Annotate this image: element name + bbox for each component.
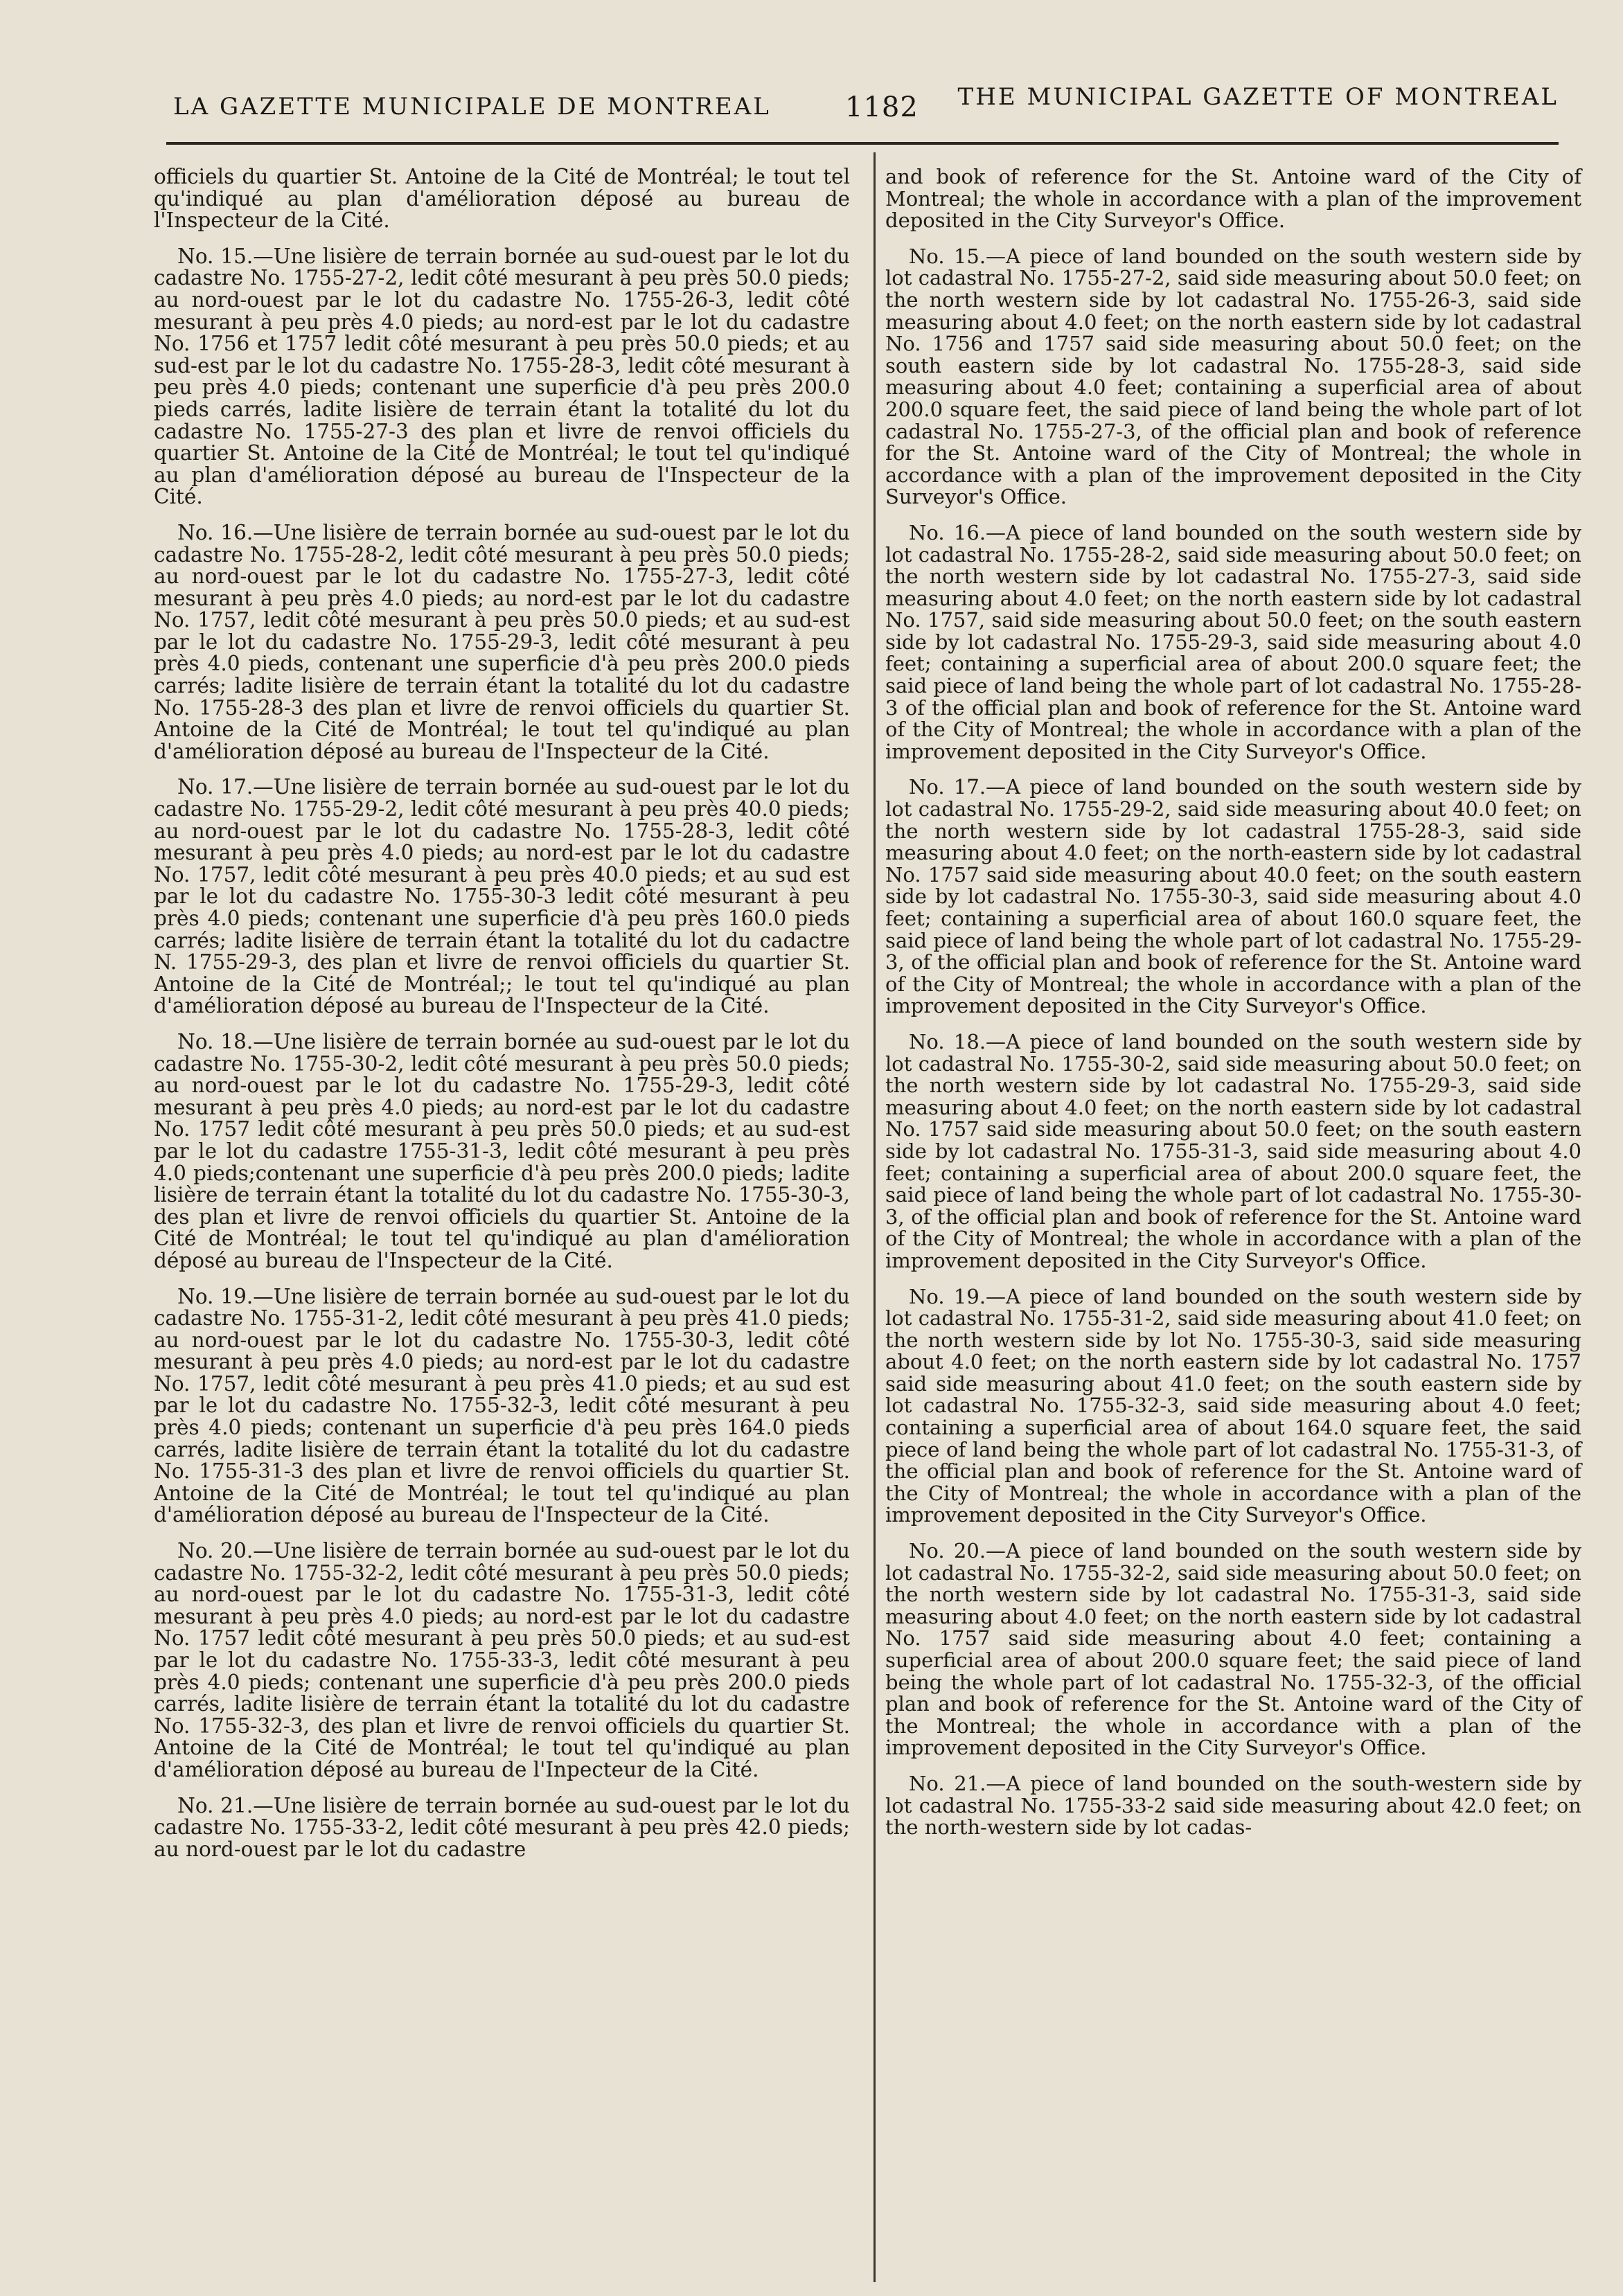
page-header xyxy=(159,83,1559,132)
paragraph-fr-continued: officiels du quartier St. Antoine de la Cité de Montréal; le tout tel qu'indiqué au plan d'amélioration déposé au bureau de l'Inspecteur de la Cité. xyxy=(154,165,850,233)
paragraph-fr-no-18: No. 18.—Une lisière de terrain bornée au sud-ouest par le lot du cadastre No. 1755-30-2, ledit côté mesurant à peu près 50.0 pieds; au nord-ouest par le lot du cadastre No. 1755-29-3, ledit côté mesurant à peu près 4.0 pieds; au nord-est par le lot du cadastre No. 1757 ledit côté mesurant à peu près 50.0 pieds; et au sud-est par le lot du cadastre 1755-31-3, ledit côté mesurant à peu près 4.0 pieds;contenant une superficie d'à peu près 200.0 pieds; ladite lisière de terrain étant la totalité du lot du cadastre No. 1755-30-3, des plan et livre de renvoi officiels du quartier St. Antoine de la Cité de Montréal; le tout tel qu'indiqué au plan d'amélioration déposé au bureau de l'Inspecteur de la Cité. xyxy=(154,1029,850,1272)
header-french-title: LA GAZETTE MUNICIPALE DE MONTREAL xyxy=(173,93,771,121)
paragraph-en-no-16: No. 16.—A piece of land bounded on the south western side by lot cadastral No. 1755-28-2, said side measuring about 50.0 feet; on the north western side by lot cadastral No. 1755-27-3, said side measuring about 4.0 feet; on the north eastern side by lot cadastral No. 1757, said side measuring about 50.0 feet; on the south eastern side by lot cadastral No. 1755-29-3, said side measuring about 4.0 feet; containing a superficial area of about 200.0 square feet; the said piece of land being the whole part of lot cadastral No. 1755-28-3 of the official plan and book of reference for the St. Antoine ward of the City of Montreal; the whole in accordance with a plan of the improvement deposited in the City Surveyor's Office. xyxy=(885,520,1581,763)
paragraph-en-no-19: No. 19.—A piece of land bounded on the south western side by lot cadastral No. 1755-31-2, said side measuring about 41.0 feet; on the north western side by lot No. 1755-30-3, said side measuring about 4.0 feet; on the north eastern side by lot cadastral No. 1757 said side measuring about 41.0 feet; on the south eastern side by lot cadastral No. 1755-32-3, said side measuring about 4.0 feet; containing a superficial area of about 164.0 square feet, the said piece of land being the whole part of lot cadastral No. 1755-31-3, of the official plan and book of reference for the St. Antoine ward of the City of Montreal; the whole in accordance with a plan of the improvement deposited in the City Surveyor's Office. xyxy=(885,1284,1581,1527)
paragraph-fr-no-21: No. 21.—Une lisière de terrain bornée au sud-ouest par le lot du cadastre No. 1755-33-2, ledit côté mesurant à peu près 42.0 pieds; au nord-ouest par le lot du cadastre xyxy=(154,1793,850,1861)
paragraph-fr-no-17: No. 17.—Une lisière de terrain bornée au sud-ouest par le lot du cadastre No. 1755-29-2, ledit côté mesurant à peu près 40.0 pieds; au nord-ouest par le lot du cadastre No. 1755-28-3, ledit côté mesurant à peu près 4.0 pieds; au nord-est par le lot du cadastre No. 1757, ledit côté mesurant à peu près 40.0 pieds; et au sud est par le lot du cadastre No. 1755-30-3 ledit côté mesurant à peu près 4.0 pieds; contenant une superficie d'à peu près 160.0 pieds carrés; ladite lisière de terrain étant la totalité du lot du cadactre N. 1755-29-3, des plan et livre de renvoi officiels du quartier St. Antoine de la Cité de Montréal;; le tout tel qu'indiqué au plan d'amélioration déposé au bureau de l'Inspecteur de la Cité. xyxy=(154,775,850,1018)
column-divider xyxy=(873,152,876,2282)
paragraph-en-no-18: No. 18.—A piece of land bounded on the south western side by lot cadastral No. 1755-30-2, said side measuring about 50.0 feet; on the north western side by lot cadastral No. 1755-29-3, said side measuring about 4.0 feet; on the north eastern side by lot cadastral No. 1757 said side measuring about 50.0 feet; on the south eastern side by lot cadastral No. 1755-31-3, said side measuring about 4.0 feet; containing a superficial area of about 200.0 square feet, the said piece of land being the whole part of lot cadastral No. 1755-30-3, of the official plan and book of reference for the St. Antoine ward of the City of Montreal; the whole in accordance with a plan of the improvement deposited in the City Surveyor's Office. xyxy=(885,1029,1581,1272)
french-column xyxy=(154,166,850,1874)
paragraph-fr-no-20: No. 20.—Une lisière de terrain bornée au sud-ouest par le lot du cadastre No. 1755-32-2, ledit côté mesurant à peu près 50.0 pieds; au nord-ouest par le lot du cadastre No. 1755-31-3, ledit côté mesurant à peu près 4.0 pieds; au nord-est par le lot du cadastre No. 1757 ledit côté mesurant à peu près 50.0 pieds; et au sud-est par le lot du cadastre No. 1755-33-3, ledit côté mesurant à peu près 4.0 pieds; contenant une superficie d'à peu près 200.0 pieds carrés, ladite lisière de terrain étant la totalité du lot du cadastre No. 1755-32-3, des plan et livre de renvoi officiels du quartier St. Antoine de la Cité de Montréal; le tout tel qu'indiqué au plan d'amélioration déposé au bureau de l'Inpecteur de la Cité. xyxy=(154,1539,850,1781)
paragraph-en-no-21: No. 21.—A piece of land bounded on the south-western side by lot cadastral No. 1755-33-2 said side measuring about 42.0 feet; on the north-western side by lot cadas- xyxy=(885,1771,1581,1840)
paragraph-fr-no-16: No. 16.—Une lisière de terrain bornée au sud-ouest par le lot du cadastre No. 1755-28-2, ledit côté mesurant à peu près 50.0 pieds; au nord-ouest par le lot du cadastre No. 1755-27-3, ledit côté mesurant à peu près 4.0 pieds; au nord-est par le lot du cadastre No. 1757, ledit côté mesurant à peu près 50.0 pieds; et au sud-est par le lot du cadastre No. 1755-29-3, ledit côté mesurant à peu près 4.0 pieds, contenant une superficie d'à peu près 200.0 pieds carrés; ladite lisière de terrain étant la totalité du lot du cadastre No. 1755-28-3 des plan et livre de renvoi officiels du quartier St. Antoine de la Cité de Montréal; le tout tel qu'indiqué au plan d'amélioration déposé au bureau de l'Inspecteur de la Cité. xyxy=(154,520,850,763)
paragraph-fr-no-15: No. 15.—Une lisière de terrain bornée au sud-ouest par le lot du cadastre No. 1755-27-2, ledit côté mesurant à peu près 50.0 pieds; au nord-ouest par le lot du cadastre No. 1755-26-3, ledit côté mesurant à peu près 4.0 pieds; au nord-est par le lot du cadastre No. 1756 et 1757 ledit côté mesurant à peu près 50.0 pieds; et au sud-est par le lot du cadastre No. 1755-28-3, ledit côté mesurant à peu près 4.0 pieds; contenant une superficie d'à peu près 200.0 pieds carrés, ladite lisière de terrain étant la totalité du lot du cadastre No. 1755-27-3 des plan et livre de renvoi officiels du quartier St. Antoine de la Cité de Montréal; le tout tel qu'indiqué au plan d'amélioration déposé au bureau de l'Inspecteur de la Cité. xyxy=(154,244,850,509)
paragraph-en-no-15: No. 15.—A piece of land bounded on the south western side by lot cadastral No. 1755-27-2, said side measuring about 50.0 feet; on the north western side by lot cadastral No. 1755-26-3, said side measuring about 4.0 feet; on the north eastern side by lot cadastral No. 1756 and 1757 said side measuring about 50.0 feet; on the south eastern side by lot cadastral No. 1755-28-3, said side measuring about 4.0 feet; containing a superficial area of about 200.0 square feet, the said piece of land being the whole part of lot cadastral No. 1755-27-3, of the official plan and book of reference for the St. Antoine ward of the City of Montreal; the whole in accordance with a plan of the improvement deposited in the City Surveyor's Office. xyxy=(885,244,1581,509)
page-number: 1182 xyxy=(845,91,919,123)
paragraph-en-continued: and book of reference for the St. Antoine ward of the City of Montreal; the whole in accordance with a plan of the improvement deposited in the City Surveyor's Office. xyxy=(885,165,1581,233)
paragraph-en-no-20: No. 20.—A piece of land bounded on the south western side by lot cadastral No. 1755-32-2, said side measuring about 50.0 feet; on the north western side by lot cadastral No. 1755-31-3, said side measuring about 4.0 feet; on the north eastern side by lot cadastral No. 1757 said side measuring about 4.0 feet; containing a superficial area of about 200.0 square feet; the said piece of land being the whole part of lot cadastral No. 1755-32-3, of the official plan and book of reference for the St. Antoine ward of the City of the Montreal; the whole in accordance with a plan of the improvement deposited in the City Surveyor's Office. xyxy=(885,1539,1581,1760)
header-rule xyxy=(166,142,1559,145)
paragraph-en-no-17: No. 17.—A piece of land bounded on the south western side by lot cadastral No. 1755-29-2, said side measuring about 40.0 feet; on the north western side by lot cadastral 1755-28-3, said side measuring about 4.0 feet; on the north-eastern side by lot cadastral No. 1757 said side measuring about 40.0 feet; on the south eastern side by lot cadastral No. 1755-30-3, said side measuring about 4.0 feet; containing a superficial area of about 160.0 square feet, the said piece of land being the whole part of lot cadastral No. 1755-29-3, of the official plan and book of reference for the St. Antoine ward of the City of Montreal; the whole in accordance with a plan of the improvement deposited in the City Surveyor's Office. xyxy=(885,775,1581,1018)
header-english-title: THE MUNICIPAL GAZETTE OF MONTREAL xyxy=(957,83,1559,111)
paragraph-fr-no-19: No. 19.—Une lisière de terrain bornée au sud-ouest par le lot du cadastre No. 1755-31-2, ledit côté mesurant à peu près 41.0 pieds; au nord-ouest par le lot du cadastre No. 1755-30-3, ledit côté mesurant à peu près 4.0 pieds; au nord-est par le lot du cadastre No. 1757, ledit côté mesurant à peu près 41.0 pieds; et au sud est par le lot du cadastre No. 1755-32-3, ledit côté mesurant à peu près 4.0 pieds; contenant un superficie d'à peu près 164.0 pieds carrés, ladite lisière de terrain étant la totalité du lot du cadastre No. 1755-31-3 des plan et livre de renvoi officiels du quartier St. Antoine de la Cité de Montréal; le tout tel qu'indiqué au plan d'amélioration déposé au bureau de l'Inspecteur de la Cité. xyxy=(154,1284,850,1527)
english-column xyxy=(885,166,1581,1853)
